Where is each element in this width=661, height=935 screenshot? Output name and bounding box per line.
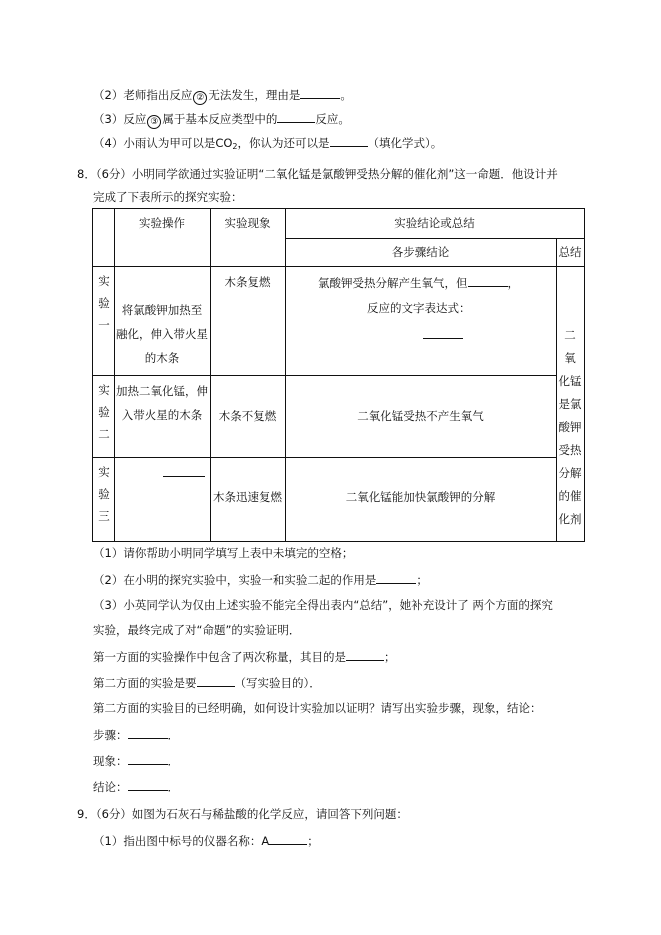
row2-phenomenon: 木条不复燃 (218, 409, 277, 423)
answer-blank[interactable] (128, 778, 168, 791)
row1-conclusion-line1: 氯酸钾受热分解产生氧气，但 ， (318, 276, 519, 290)
answer-blank[interactable] (346, 648, 384, 661)
q8-phenomenon: 现象： ． (93, 754, 179, 768)
row3-operation-blank[interactable] (163, 464, 205, 477)
answer-blank[interactable] (376, 571, 416, 584)
row3-label: 实 验 三 (98, 465, 110, 523)
answer-blank[interactable] (468, 274, 508, 287)
header-phenomenon: 实验现象 (224, 216, 271, 230)
answer-blank[interactable] (197, 674, 235, 687)
q8-sub3-line1: （3）小英同学认为仅由上述实验不能完全得出表内“总结”，她补充设计了 两个方面的探究 (93, 598, 553, 612)
q7-part3: （3）反应 ③ 属于基本反应类型中的 反应。 (93, 112, 350, 127)
answer-blank[interactable] (277, 110, 315, 123)
q8-second-aspect: 第二方面的实验是要 （写实验目的）． (93, 676, 321, 690)
answer-blank[interactable] (128, 726, 168, 739)
header-operation: 实验操作 (139, 216, 185, 230)
q8-sub1: （1）请你帮助小明同学填写上表中未填完的空格； (93, 546, 354, 560)
answer-blank[interactable] (300, 86, 340, 99)
q8-design-prompt: 第二方面的实验目的已经明确，如何设计实验加以证明？请写出实验步骤，现象，结论： (93, 701, 542, 715)
header-conclusion: 实验结论或总结 (394, 216, 475, 230)
header-step-conclusion: 各步骤结论 (391, 245, 450, 259)
circled-number-3: ③ (147, 115, 161, 129)
q8-intro-line1: 8．（6分）小明同学欲通过实验证明“二氧化锰是氯酸钾受热分解的催化剂”这一命题．他设计并 (77, 167, 558, 181)
q8-sub2: （2）在小明的探究实验中，实验一和实验二起的作用是 ； (93, 573, 428, 587)
answer-blank[interactable] (423, 326, 463, 339)
row1-phenomenon: 木条复燃 (224, 275, 271, 289)
q9-part1: （1）指出图中标号的仪器名称：A ； (93, 834, 319, 848)
answer-blank[interactable] (269, 832, 307, 845)
q8-intro-line2: 完成了下表所示的探究实验： (93, 190, 243, 204)
answer-blank[interactable] (128, 752, 168, 765)
q8-first-aspect: 第一方面的实验操作中包含了两次称量，其目的是 ； (93, 650, 396, 664)
answer-blank[interactable] (330, 134, 368, 147)
circled-number-2: ② (193, 91, 207, 105)
q7-part2: （2）老师指出反应 ② 无法发生，理由是 。 (93, 88, 352, 103)
row2-label: 实 验 二 (98, 383, 110, 441)
row1-label: 实 验 一 (98, 274, 110, 332)
q8-sub3-line2: 实验，最终完成了对“命题”的实验证明． (93, 623, 301, 637)
row3-conclusion: 二氧化锰能加快氯酸钾的分解 (345, 490, 496, 504)
q9-intro: 9．（6分）如图为石灰石与稀盐酸的化学反应，请回答下列问题： (77, 807, 408, 821)
row1-conclusion-line2: 反应的文字表达式： (367, 301, 471, 315)
row3-phenomenon: 木条迅速复燃 (213, 490, 282, 504)
row2-operation: 加热二氧化锰，伸 入带火星的木条 (116, 384, 208, 422)
row1-operation: 将氯酸钾加热至 融化，伸入带火星 的木条 (116, 303, 208, 365)
summary-text: 二 氧 化锰 是氯 酸钾 受热 分解 的催 化剂 (558, 328, 582, 526)
row2-conclusion: 二氧化锰受热不产生氧气 (357, 409, 484, 423)
q8-conclusion: 结论： ． (93, 780, 179, 794)
q8-steps: 步骤： ． (93, 728, 179, 742)
header-summary: 总结 (558, 245, 582, 259)
q7-part4: （4）小雨认为甲可以是$CO_2$，你认为还可以是 （填化学式）。 (93, 136, 443, 151)
